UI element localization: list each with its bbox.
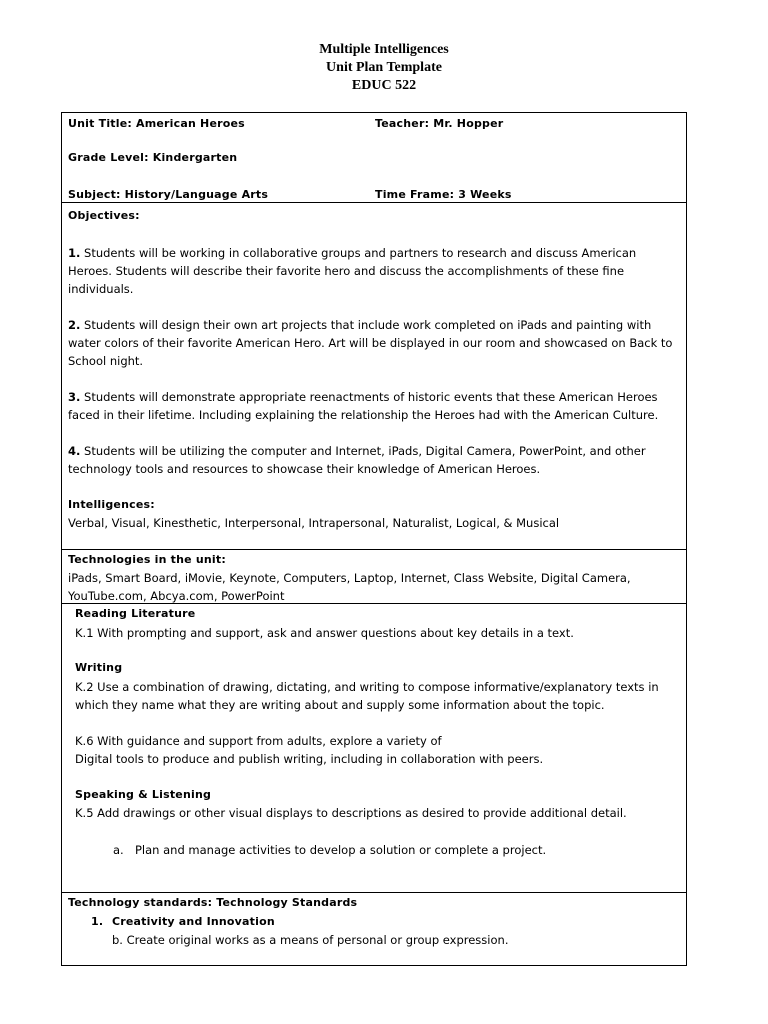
unit-plan-table — [61, 112, 687, 966]
objective-number: 1. — [68, 246, 81, 260]
header-course: EDUC 522 — [351, 78, 417, 93]
tech-standard-item: b. Create original works as a means of personal or group expression. — [112, 933, 509, 947]
technologies-text: iPads, Smart Board, iMovie, Keynote, Computers, Laptop, Internet, Class Website, Digital Camera, YouTube.com, Abcya.com, PowerPoint — [68, 571, 631, 603]
document-header — [0, 41, 768, 95]
sub-item-marker: a. — [113, 843, 124, 857]
intelligences-heading: Intelligences: — [68, 498, 155, 511]
subject: Subject: History/Language Arts — [68, 188, 269, 201]
unit-title: Unit Title: American Heroes — [68, 117, 245, 130]
writing-k2: K.2 Use a combination of drawing, dictating, and writing to compose informative/explanatory texts in which they name what they are writing about and supply some information about the topic. — [75, 680, 659, 712]
tech-standards-heading: Technology standards: Technology Standards — [68, 896, 358, 909]
divider — [62, 603, 686, 604]
divider — [62, 549, 686, 550]
objective-text: Students will be utilizing the computer and Internet, iPads, Digital Camera, PowerPoint, and other technology tools and resources to showcase their knowledge of American Heroes. — [68, 444, 646, 476]
intelligences-text: Verbal, Visual, Kinesthetic, Interpersonal, Intrapersonal, Naturalist, Logical, & Musical — [68, 516, 560, 530]
objective-item — [68, 244, 674, 298]
reading-k1: K.1 With prompting and support, ask and answer questions about key details in a text. — [75, 626, 574, 640]
objective-item — [68, 316, 674, 370]
objective-item — [68, 388, 674, 424]
objective-text: Students will design their own art projects that include work completed on iPads and painting with water colors of their favorite American Hero. Art will be displayed in our room and showcased on Back to School night. — [68, 318, 673, 368]
divider — [62, 892, 686, 893]
time-frame: Time Frame: 3 Weeks — [375, 188, 512, 201]
objective-text: Students will be working in collaborative groups and partners to research and discuss American Heroes. Students will describe their favorite hero and discuss the accomplishments of these fine individuals. — [68, 246, 637, 296]
tech-standard-number: 1. — [91, 915, 104, 928]
objective-text: Students will demonstrate appropriate reenactments of historic events that these American Heroes faced in their lifetime. Including explaining the relationship the Heroes had with the American Culture. — [68, 390, 659, 422]
writing-k6-line1: K.6 With guidance and support from adults, explore a variety of — [75, 734, 442, 748]
header-title: Multiple Intelligences — [319, 42, 449, 57]
technologies-heading: Technologies in the unit: — [68, 553, 226, 566]
writing-heading: Writing — [75, 661, 123, 674]
grade-level: Grade Level: Kindergarten — [68, 151, 238, 164]
speaking-heading: Speaking & Listening — [75, 788, 212, 801]
objective-number: 4. — [68, 444, 81, 458]
objective-number: 2. — [68, 318, 81, 332]
divider — [62, 202, 686, 203]
reading-heading: Reading Literature — [75, 607, 196, 620]
writing-k6-line2: Digital tools to produce and publish writing, including in collaboration with peers. — [75, 752, 544, 766]
sub-item-text: Plan and manage activities to develop a solution or complete a project. — [135, 843, 547, 857]
objective-number: 3. — [68, 390, 81, 404]
tech-standard-title: Creativity and Innovation — [112, 915, 275, 928]
objective-item — [68, 442, 674, 478]
speaking-k5: K.5 Add drawings or other visual displays to descriptions as desired to provide additional detail. — [75, 806, 627, 820]
objectives-heading: Objectives: — [68, 209, 140, 222]
teacher: Teacher: Mr. Hopper — [375, 117, 504, 130]
header-subtitle: Unit Plan Template — [326, 60, 442, 75]
